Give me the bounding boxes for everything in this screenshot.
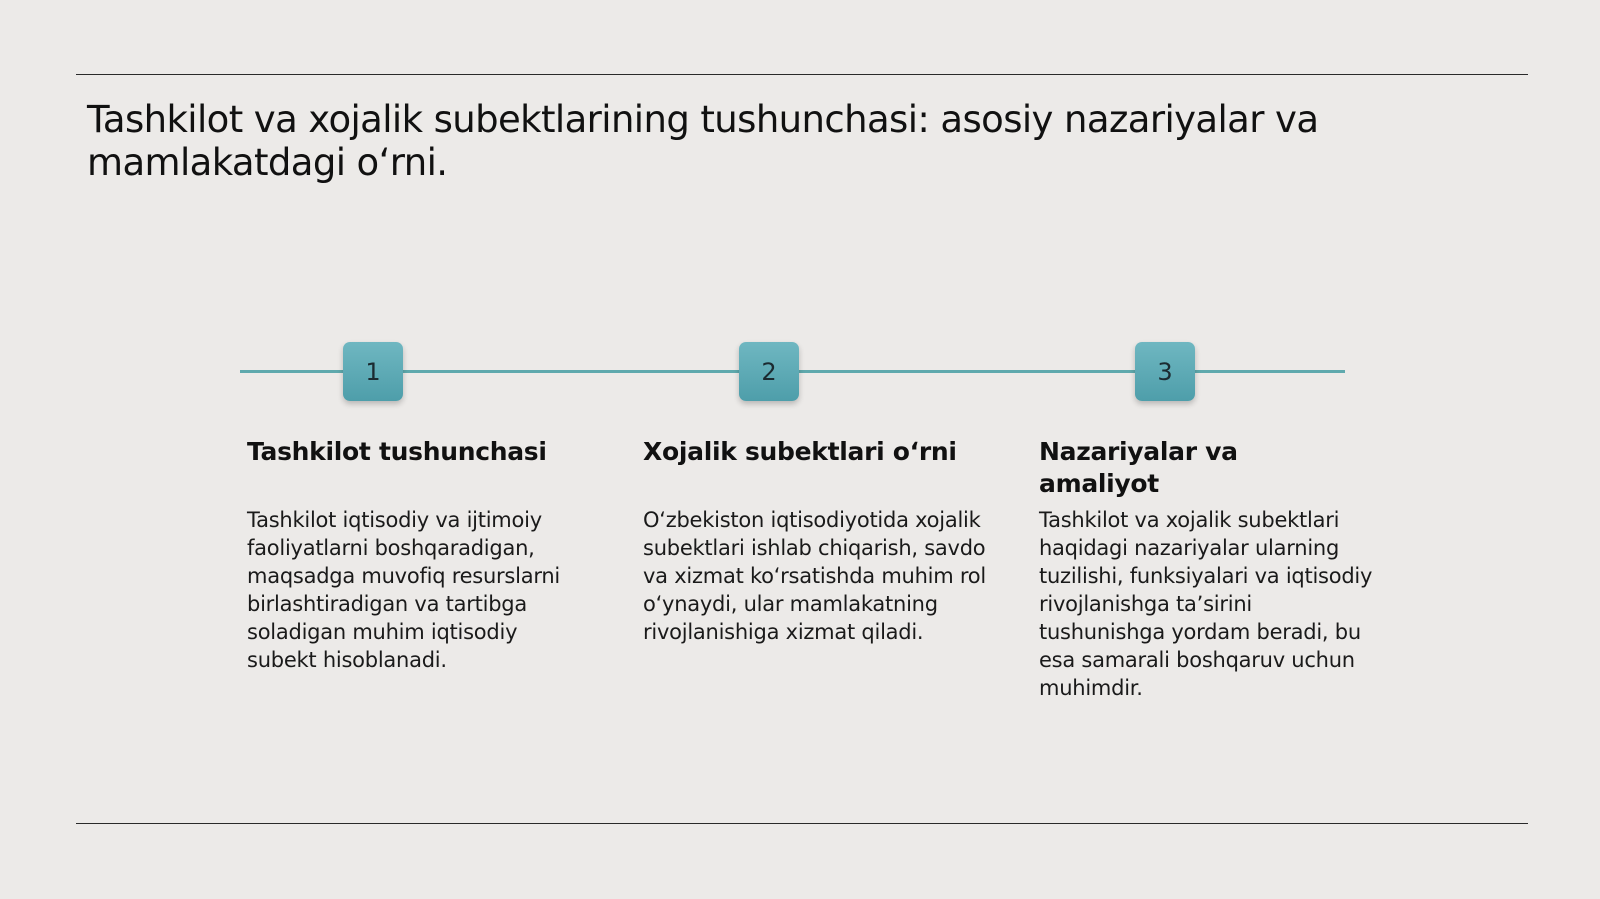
step-description: Tashkilot iqtisodiy va ijtimoiy faoliyatlarni boshqaradigan, maqsadga muvofiq resurslarni birlashtiradigan va tartibga soladigan muhim iqtisodiy subekt hisoblanadi. <box>247 508 560 672</box>
bottom-divider <box>76 823 1528 824</box>
step-heading: Nazariyalar va amaliyot <box>1039 437 1238 498</box>
slide-title: Tashkilot va xojalik subektlarining tushunchasi: asosiy nazariyalar va mamlakatdagi oʻrni. <box>87 98 1319 184</box>
step-description: Oʻzbekiston iqtisodiyotida xojalik subektlari ishlab chiqarish, savdo va xizmat koʻrsatishda muhim rol oʻynaydi, ular mamlakatning rivojlanishiga xizmat qiladi. <box>643 508 986 644</box>
top-divider <box>76 74 1528 75</box>
timeline-step-2 <box>643 436 988 646</box>
step-description: Tashkilot va xojalik subektlari haqidagi nazariyalar ularning tuzilishi, funksiyalari va iqtisodiy rivojlanishga taʼsirini tushunishga yordam beradi, bu esa samarali boshqaruv uchun muhimdir. <box>1039 508 1373 700</box>
step-heading: Tashkilot tushunchasi <box>247 437 547 466</box>
timeline-step-3-marker: 3 <box>1135 342 1195 401</box>
timeline-step-2-marker: 2 <box>739 342 799 401</box>
timeline-step-3 <box>1039 436 1384 702</box>
step-heading: Xojalik subektlari oʻrni <box>643 437 957 466</box>
timeline-step-1-marker: 1 <box>343 342 403 401</box>
timeline-step-1 <box>247 436 592 674</box>
